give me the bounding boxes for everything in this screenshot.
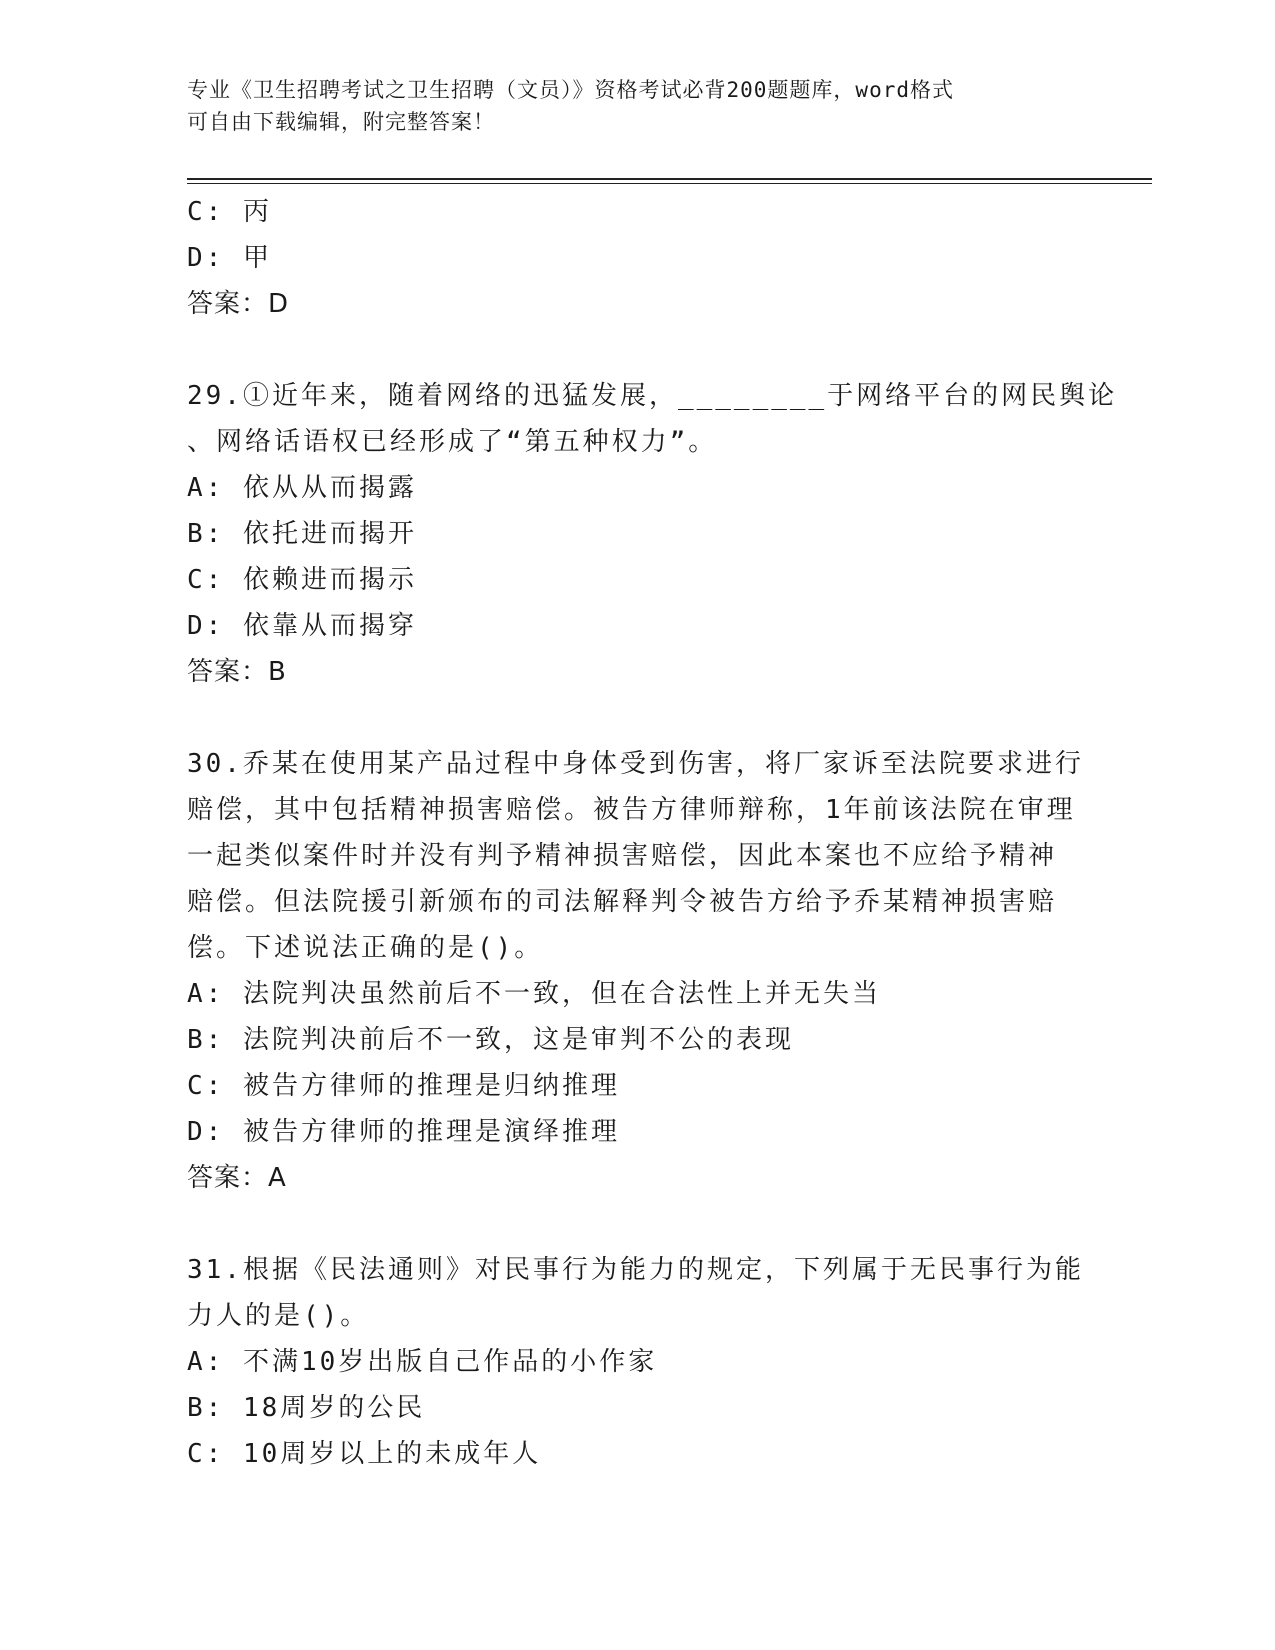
spacer <box>187 327 1097 373</box>
option-a: A: 依从从而揭露 <box>187 473 417 503</box>
spacer <box>187 695 1097 741</box>
header-line-1: 专业《卫生招聘考试之卫生招聘（文员）》资格考试必背200题题库，word格式 <box>187 78 954 102</box>
question-stem: 30.乔某在使用某产品过程中身体受到伤害，将厂家诉至法院要求进行 <box>187 749 1084 779</box>
answer-line: 答案：A <box>187 1163 287 1193</box>
header-line-2: 可自由下载编辑，附完整答案！ <box>187 110 495 134</box>
option-b: B: 18周岁的公民 <box>187 1393 426 1423</box>
question-stem: 一起类似案件时并没有判予精神损害赔偿，因此本案也不应给予精神 <box>187 841 1058 871</box>
option-a: A: 法院判决虽然前后不一致，但在合法性上并无失当 <box>187 979 881 1009</box>
answer-line: 答案：D <box>187 289 290 319</box>
question-list <box>187 189 1118 1477</box>
option-c: C: 丙 <box>187 197 272 227</box>
question-stem: 29.①近年来，随着网络的迅猛发展，________于网络平台的网民舆论 <box>187 381 1118 411</box>
option-c: C: 依赖进而揭示 <box>187 565 417 595</box>
question-stem: 偿。下述说法正确的是()。 <box>187 933 544 963</box>
question-stem: 、网络话语权已经形成了“第五种权力”。 <box>187 427 718 457</box>
option-c: C: 被告方律师的推理是归纳推理 <box>187 1071 620 1101</box>
option-a: A: 不满10岁出版自己作品的小作家 <box>187 1347 658 1377</box>
option-b: B: 依托进而揭开 <box>187 519 417 549</box>
question-stem: 赔偿。但法院援引新颁布的司法解释判令被告方给予乔某精神损害赔 <box>187 887 1058 917</box>
option-c: C: 10周岁以上的未成年人 <box>187 1439 542 1469</box>
option-d: D: 甲 <box>187 243 272 273</box>
option-d: D: 被告方律师的推理是演绎推理 <box>187 1117 620 1147</box>
header-divider-thick <box>187 178 1152 180</box>
question-28-tail <box>187 189 1097 327</box>
question-29 <box>187 373 1118 695</box>
spacer <box>187 1201 1097 1247</box>
option-d: D: 依靠从而揭穿 <box>187 611 417 641</box>
question-stem: 赔偿，其中包括精神损害赔偿。被告方律师辩称，1年前该法院在审理 <box>187 795 1076 825</box>
header-divider-thin <box>187 183 1152 184</box>
document-header <box>187 74 1087 138</box>
question-31 <box>187 1247 1097 1477</box>
option-b: B: 法院判决前后不一致，这是审判不公的表现 <box>187 1025 794 1055</box>
answer-line: 答案：B <box>187 657 287 687</box>
question-30 <box>187 741 1097 1201</box>
question-stem: 31.根据《民法通则》对民事行为能力的规定，下列属于无民事行为能 <box>187 1255 1084 1285</box>
question-stem: 力人的是()。 <box>187 1301 370 1331</box>
